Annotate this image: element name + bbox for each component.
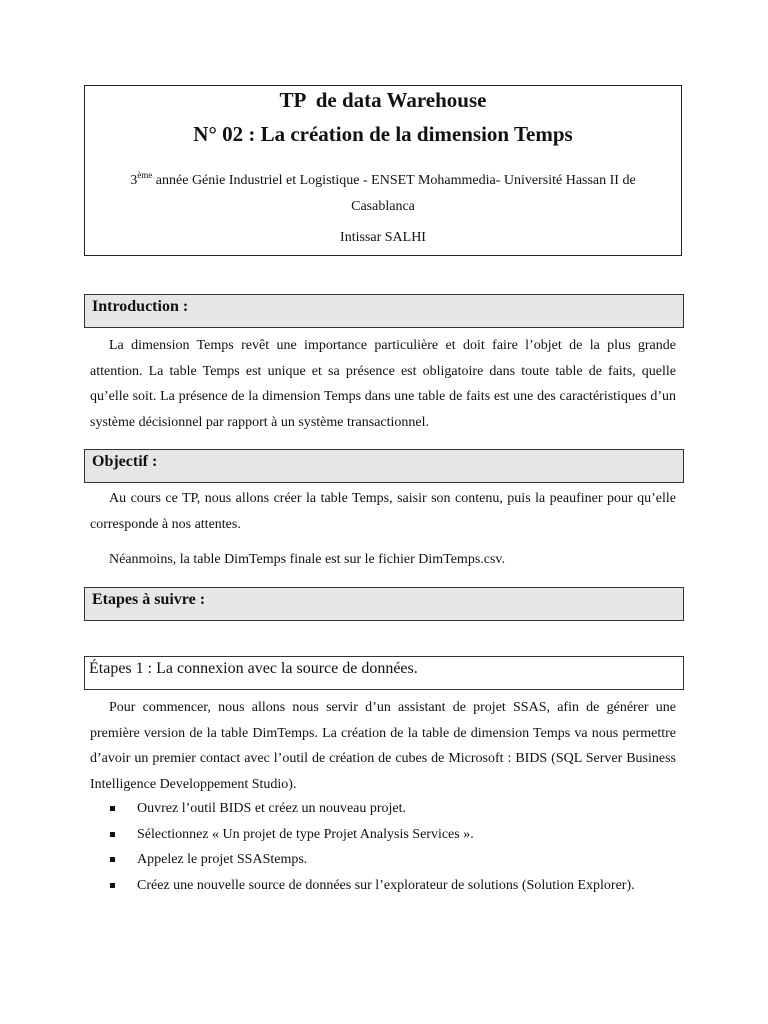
objectif-paragraph: Au cours ce TP, nous allons créer la table Temps, saisir son contenu, puis la peaufiner pour qu’elle corresponde à nos attentes. bbox=[90, 491, 676, 532]
list-item-text: Ouvrez l’outil BIDS et créez un nouveau projet. bbox=[137, 801, 407, 816]
list-item bbox=[90, 796, 676, 822]
etape1-paragraph: Pour commencer, nous allons nous servir d’un assistant de projet SSAS, afin de générer une première version de la table DimTemps. La création de la table de dimension Temps va nous permettre d’avoir un premier contact avec l’outil de création de cubes de Microsoft : BIDS (SQL Server Business Intelligence Developpement Studio). bbox=[90, 700, 676, 792]
affiliation-number: 3 bbox=[130, 173, 138, 188]
etape1-heading: Étapes 1 : La connexion avec la source de données. bbox=[84, 656, 684, 690]
introduction-paragraph: La dimension Temps revêt une importance particulière et doit faire l’objet de la plus grande attention. La table Temps est unique et sa présence est obligatoire dans toute table de faits, quelle qu’elle soit. La présence de la dimension Temps dans une table de faits est une des caractéristiques d’un système décisionnel par rapport à un système transactionnel. bbox=[90, 338, 676, 430]
document-subtitle: N° 02 : La création de la dimension Temps bbox=[193, 122, 573, 146]
etape1-instructions bbox=[90, 796, 676, 898]
bullet-icon bbox=[110, 806, 115, 811]
bullet-icon bbox=[110, 857, 115, 862]
objectif-heading: Objectif : bbox=[84, 449, 684, 483]
affiliation-text: année Génie Industriel et Logistique - ENSET Mohammedia- Université Hassan II de Casablanca bbox=[152, 173, 636, 214]
list-item-text: Sélectionnez « Un projet de type Projet Analysis Services ». bbox=[137, 826, 474, 842]
list-item bbox=[90, 822, 676, 848]
author-name: Intissar SALHI bbox=[340, 230, 426, 245]
introduction-heading: Introduction : bbox=[84, 294, 684, 328]
document-title: TP de data Warehouse bbox=[279, 88, 487, 112]
list-item bbox=[90, 873, 676, 899]
list-item-text: Appelez le projet SSAStemps. bbox=[137, 852, 308, 867]
etapes-heading: Etapes à suivre : bbox=[84, 587, 684, 621]
affiliation bbox=[99, 168, 667, 220]
bullet-icon bbox=[110, 832, 115, 837]
list-item bbox=[90, 847, 676, 873]
title-box bbox=[84, 85, 682, 256]
list-item-text: Créez une nouvelle source de données sur l’explorateur de solutions (Solution Explorer). bbox=[137, 877, 635, 893]
bullet-icon bbox=[110, 883, 115, 888]
objectif-note: Néanmoins, la table DimTemps finale est sur le fichier DimTemps.csv. bbox=[109, 552, 506, 567]
affiliation-superscript: ème bbox=[137, 170, 153, 180]
